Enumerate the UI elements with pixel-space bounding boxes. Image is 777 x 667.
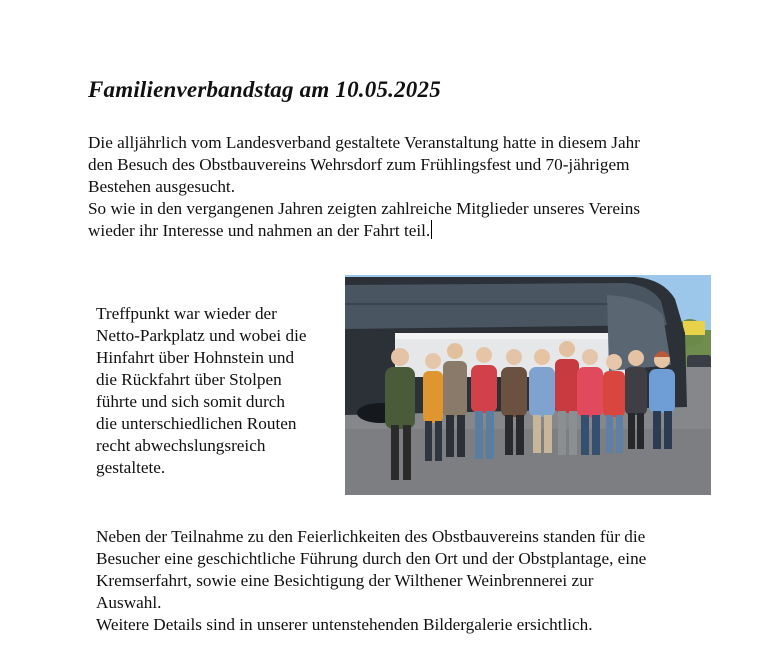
side-line: Hinfahrt über Hohnstein und bbox=[96, 348, 295, 367]
article-title: Familienverbandstag am 10.05.2025 bbox=[88, 77, 441, 102]
outro-line: Besucher eine geschichtliche Führung durch den Ort und der Obstplantage, eine bbox=[96, 549, 647, 568]
side-line: Treffpunkt war wieder der bbox=[96, 304, 277, 323]
outro-line: Weitere Details sind in unserer untenstehenden Bildergalerie ersichtlich. bbox=[96, 615, 593, 634]
side-line: recht abwechslungsreich bbox=[96, 436, 266, 455]
outro-line: Auswahl. bbox=[96, 593, 162, 612]
intro-line: wieder ihr Interesse und nahmen an der Fahrt teil. bbox=[88, 221, 431, 240]
outro-paragraph bbox=[96, 526, 736, 636]
outro-line: Kremserfahrt, sowie eine Besichtigung der Wilthener Weinbrennerei zur bbox=[96, 571, 594, 590]
side-line: führte und sich somit durch bbox=[96, 392, 286, 411]
group-photo-icon bbox=[345, 275, 711, 495]
intro-line-last bbox=[88, 220, 728, 242]
intro-line: Die alljährlich vom Landesverband gestaltete Veranstaltung hatte in diesem Jahr bbox=[88, 133, 640, 152]
intro-line: den Besuch des Obstbauvereins Wehrsdorf zum Frühlingsfest und 70-jährigem bbox=[88, 155, 630, 174]
side-line: die unterschiedlichen Routen bbox=[96, 414, 297, 433]
outro-line: Neben der Teilnahme zu den Feierlichkeiten des Obstbauvereins standen für die bbox=[96, 527, 646, 546]
intro-line: So wie in den vergangenen Jahren zeigten zahlreiche Mitglieder unseres Vereins bbox=[88, 199, 641, 218]
text-cursor bbox=[431, 220, 432, 239]
group-photo bbox=[345, 275, 711, 495]
side-line: gestaltete. bbox=[96, 458, 166, 477]
intro-paragraph bbox=[88, 132, 728, 242]
intro-line: Bestehen ausgesucht. bbox=[88, 177, 236, 196]
side-line: die Rückfahrt über Stolpen bbox=[96, 370, 282, 389]
side-line: Netto-Parkplatz und wobei die bbox=[96, 326, 307, 345]
side-paragraph bbox=[96, 303, 336, 479]
